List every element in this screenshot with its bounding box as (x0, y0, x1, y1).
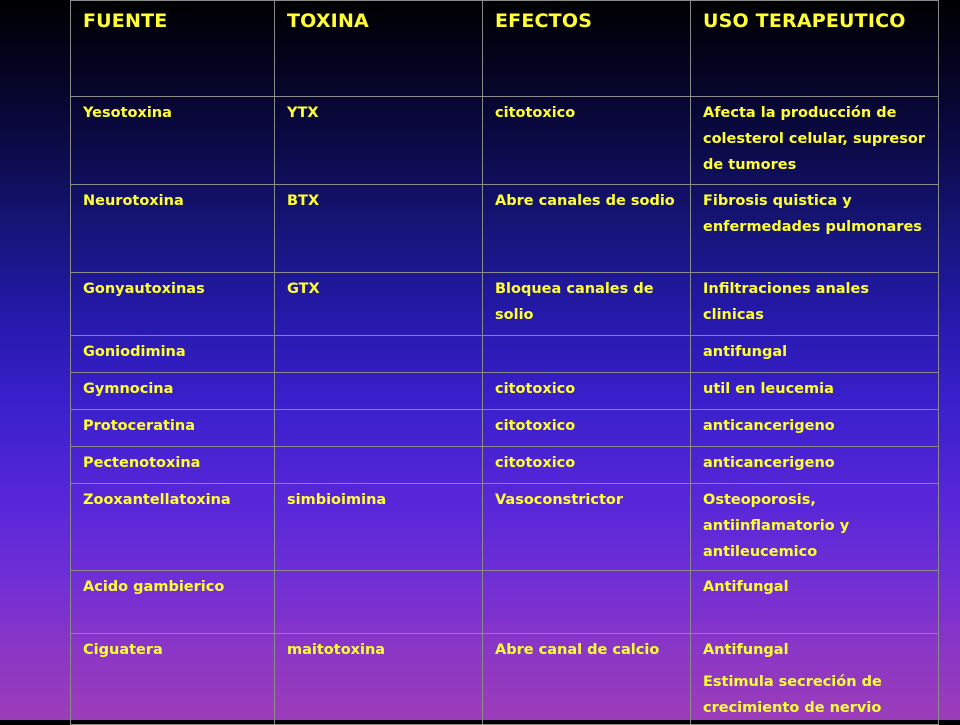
cell-uso-line: Osteoporosis, antiinflamatorio y antileucemico (703, 492, 850, 560)
cell-uso-terapeutico (691, 97, 939, 185)
header-fuente: FUENTE (71, 1, 275, 97)
cell-efectos: citotoxico (483, 447, 691, 484)
table-row (71, 97, 939, 185)
cell-efectos: citotoxico (483, 373, 691, 410)
cell-efectos: citotoxico (483, 410, 691, 447)
header-uso-terapeutico: USO TERAPEUTICO (691, 1, 939, 97)
cell-efectos (483, 571, 691, 634)
cell-fuente: Protoceratina (71, 410, 275, 447)
table-row (71, 336, 939, 373)
cell-toxina (275, 373, 483, 410)
cell-toxina: YTX (275, 97, 483, 185)
toxins-table (70, 0, 939, 725)
cell-uso-terapeutico (691, 336, 939, 373)
cell-efectos: Bloquea canales de solio (483, 273, 691, 336)
cell-uso-terapeutico (691, 634, 939, 725)
cell-fuente: Zooxantellatoxina (71, 484, 275, 571)
cell-uso-line: anticancerigeno (703, 455, 835, 471)
table-row (71, 634, 939, 725)
cell-toxina: maitotoxina (275, 634, 483, 725)
cell-uso-line: Afecta la producción de colesterol celular, supresor de tumores (703, 105, 926, 173)
cell-fuente: Ciguatera (71, 634, 275, 725)
cell-toxina: simbioimina (275, 484, 483, 571)
table-header-row (71, 1, 939, 97)
cell-fuente: Pectenotoxina (71, 447, 275, 484)
cell-uso-line: Fibrosis quistica y enfermedades pulmonares (703, 193, 922, 235)
cell-uso-terapeutico (691, 185, 939, 273)
cell-toxina: BTX (275, 185, 483, 273)
cell-efectos: Abre canal de calcio (483, 634, 691, 725)
cell-toxina (275, 336, 483, 373)
cell-fuente: Acido gambierico (71, 571, 275, 634)
cell-fuente: Gymnocina (71, 373, 275, 410)
cell-fuente: Goniodimina (71, 336, 275, 373)
cell-efectos: Abre canales de sodio (483, 185, 691, 273)
cell-fuente: Neurotoxina (71, 185, 275, 273)
cell-uso-line: antifungal (703, 344, 788, 360)
table-row (71, 484, 939, 571)
cell-efectos (483, 336, 691, 373)
table-row (71, 410, 939, 447)
cell-efectos: citotoxico (483, 97, 691, 185)
cell-uso-terapeutico (691, 273, 939, 336)
cell-uso-line: Antifungal (703, 579, 789, 595)
cell-uso-line: util en leucemia (703, 381, 834, 397)
cell-toxina (275, 571, 483, 634)
cell-uso-terapeutico (691, 410, 939, 447)
cell-uso-terapeutico (691, 373, 939, 410)
table-row (71, 273, 939, 336)
header-toxina: TOXINA (275, 1, 483, 97)
cell-uso-line: Infiltraciones anales clinicas (703, 281, 869, 323)
cell-toxina (275, 410, 483, 447)
table-row (71, 373, 939, 410)
table-row (71, 447, 939, 484)
table-row (71, 185, 939, 273)
header-efectos: EFECTOS (483, 1, 691, 97)
cell-fuente: Gonyautoxinas (71, 273, 275, 336)
cell-uso-line: Antifungal (703, 642, 789, 658)
cell-fuente: Yesotoxina (71, 97, 275, 185)
cell-toxina: GTX (275, 273, 483, 336)
cell-uso-terapeutico (691, 484, 939, 571)
cell-uso-terapeutico (691, 447, 939, 484)
cell-toxina (275, 447, 483, 484)
cell-uso-line: anticancerigeno (703, 418, 835, 434)
cell-uso-terapeutico (691, 571, 939, 634)
cell-efectos: Vasoconstrictor (483, 484, 691, 571)
table-row (71, 571, 939, 634)
cell-uso-line: Estimula secreción de crecimiento de nervio (703, 674, 882, 716)
